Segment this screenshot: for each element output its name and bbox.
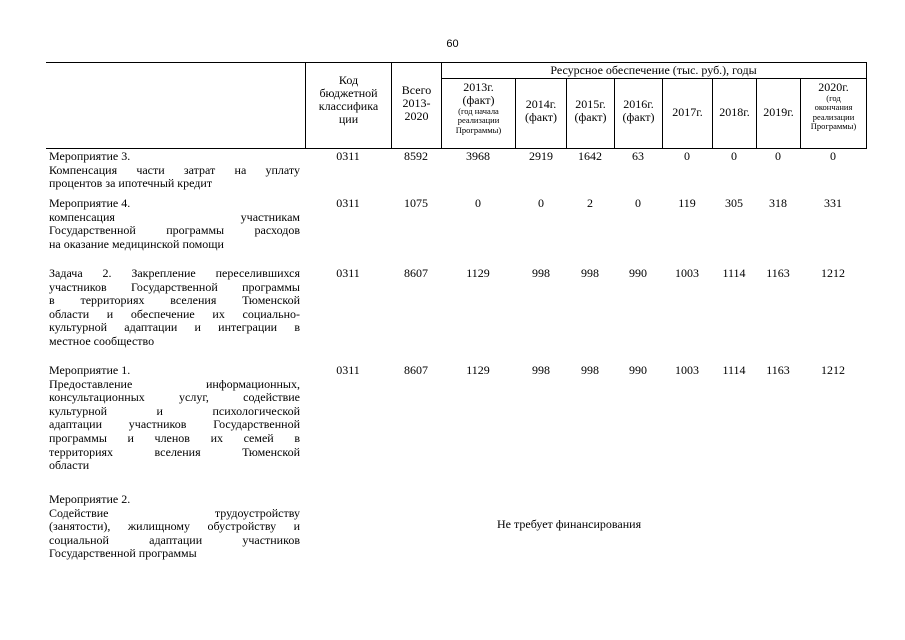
header-year-2016: 2016г. (факт)	[622, 97, 655, 124]
row-total-cell: 8607	[404, 363, 428, 377]
row-value-2020: 1212	[821, 363, 845, 377]
row-value-2013: 0	[475, 196, 481, 210]
row-value-2017: 1003	[675, 266, 699, 280]
row-value-2017: 119	[678, 196, 696, 210]
row-value-2016: 990	[629, 266, 647, 280]
row-code-cell: 0311	[336, 196, 360, 210]
header-resource-title: Ресурсное обеспечение (тыс. руб.), годы	[550, 63, 757, 77]
row-value-2014: 0	[538, 196, 544, 210]
row-value-2015: 998	[581, 363, 599, 377]
page-number: 60	[446, 38, 459, 50]
row-value-2014: 998	[532, 363, 550, 377]
header-year-2020: 2020г. (год окончания реализации Программы)	[810, 80, 857, 132]
row-total-cell: 8607	[404, 266, 428, 280]
row-value-2020: 0	[830, 149, 836, 163]
header-year-2018: 2018г.	[719, 105, 750, 119]
row-total-cell: 1075	[404, 196, 428, 210]
row-value-2017: 0	[684, 149, 690, 163]
row-value-2018: 0	[731, 149, 737, 163]
header-year-2019: 2019г.	[763, 105, 794, 119]
table-row-description: Мероприятие 1. Предоставление информационных, консультационных услуг, содействие культурной и психологической адаптации участников Государственной программы и членов их семей в территориях вселения Тюменской области	[49, 363, 300, 473]
resource-header-underline	[441, 78, 866, 79]
header-code-column: Код бюджетной классифика ции	[318, 73, 379, 126]
row-value-2013: 1129	[466, 266, 490, 280]
header-bottom-border	[46, 148, 866, 149]
row-value-2020: 1212	[821, 266, 845, 280]
row-value-2013: 1129	[466, 363, 490, 377]
row-value-2015: 2	[587, 196, 593, 210]
table-row-description: Мероприятие 4. компенсация участникам Государственной программы расходов на оказание медицинской помощи	[49, 196, 300, 251]
table-row-description: Задача 2. Закрепление переселившихся участников Государственной программы в территориях вселения Тюменской области и обеспечение их социально- культурной адаптации и интеграции в местное сообщество	[49, 266, 300, 348]
row-value-2019: 318	[769, 196, 787, 210]
row-value-2014: 998	[532, 266, 550, 280]
row-value-2018: 1114	[722, 266, 746, 280]
row-code-cell: 0311	[336, 363, 360, 377]
row-value-2020: 331	[824, 196, 842, 210]
table-right-border	[866, 62, 867, 149]
row-code-cell: 0311	[336, 149, 360, 163]
row-value-2015: 1642	[578, 149, 602, 163]
table-row-description: Мероприятие 3. Компенсация части затрат на уплату процентов за ипотечный кредит	[49, 149, 300, 191]
row-value-2019: 1163	[766, 363, 790, 377]
row-value-2013: 3968	[466, 149, 490, 163]
row-value-2018: 305	[725, 196, 743, 210]
row-value-2016: 990	[629, 363, 647, 377]
header-total-column: Всего 2013- 2020	[401, 83, 432, 123]
row-value-2016: 0	[635, 196, 641, 210]
header-year-2017: 2017г.	[672, 105, 703, 119]
row-value-2019: 0	[775, 149, 781, 163]
header-year-2014: 2014г. (факт)	[524, 97, 557, 124]
row-value-2019: 1163	[766, 266, 790, 280]
header-year-2013: 2013г. (факт) (год начала реализации Программы)	[455, 80, 502, 135]
row-value-2018: 1114	[722, 363, 746, 377]
header-year-2015: 2015г. (факт)	[574, 97, 607, 124]
no-funding-note: Не требует финансирования	[497, 517, 642, 531]
row-value-2016: 63	[632, 149, 644, 163]
row-code-cell: 0311	[336, 266, 360, 280]
row-value-2017: 1003	[675, 363, 699, 377]
row-value-2015: 998	[581, 266, 599, 280]
row-value-2014: 2919	[529, 149, 553, 163]
row-total-cell: 8592	[404, 149, 428, 163]
table-row-description: Мероприятие 2. Содействие трудоустройству (занятости), жилищному обустройству и социальной адаптации участников Государственной программы	[49, 492, 300, 561]
